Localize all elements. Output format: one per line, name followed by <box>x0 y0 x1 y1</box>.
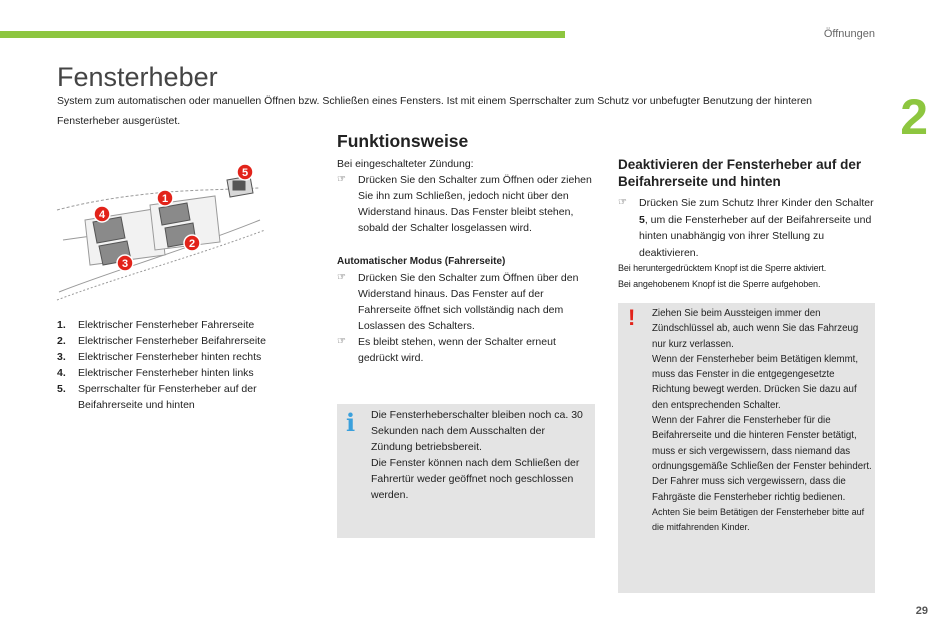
legend-item: 2. Elektrischer Fensterheber Beifahrerseite <box>57 335 266 347</box>
legend-item: 4. Elektrischer Fensterheber hinten links <box>57 367 254 379</box>
warning-text: Ziehen Sie beim Aussteigen immer den Zündschlüssel ab, auch wenn Sie das Fahrzeug nur kurz verlassen. Wenn der Fensterheber beim Betätigen klemmt, muss das Fenster in die entgegengesetzte Richtung bewegt werden. Drücken Sie dazu auf den entsprechenden Schalter. Wenn der Fahrer die Fensterheber für die Beifahrerseite und die hinteren Fenster betätigt, muss er sich vergewissern, dass niemand das ordnungsgemäße Schließen der Fenster behindert. Der Fahrer muss sich vergewissern, dass die Fahrgäste die Fensterheber richtig bedienen. Achten Sie beim Betätigen der Fensterheber bitte auf die mitfahrenden Kinder. <box>652 308 872 533</box>
section-label: Öffnungen <box>823 28 875 40</box>
funktionsweise-lead: Bei eingeschalteter Zündung: <box>337 158 474 170</box>
legend-item: 3. Elektrischer Fensterheber hinten rechts <box>57 351 262 363</box>
note-activated: Bei heruntergedrücktem Knopf ist die Sperre aktiviert. <box>618 263 827 273</box>
hand-pointer-icon: ☞ <box>618 197 627 208</box>
deaktivieren-body <box>618 195 876 292</box>
svg-text:1: 1 <box>161 193 169 205</box>
auto-mode-heading: Automatischer Modus (Fahrerseite) <box>337 256 506 267</box>
legend-item: 1. Elektrischer Fensterheber Fahrerseite <box>57 319 255 331</box>
warning-icon: ! <box>628 305 636 330</box>
svg-text:3: 3 <box>121 258 129 270</box>
funktionsweise-body <box>337 156 592 366</box>
deaktivieren-bullet: ☞ Drücken Sie zum Schutz Ihrer Kinder den Schalter 5, um die Fensterheber auf der Beifahrerseite und hinten unabhängig von ihrer Stellung zu deaktivieren. <box>618 197 874 259</box>
top-accent-bar <box>0 31 565 38</box>
manual-bullet: ☞ Drücken Sie den Schalter zum Öffnen oder ziehen Sie ihn zum Schließen, jedoch nicht über den Widerstand hinaus. Das Fenster bleibt stehen, sobald der Schalter losgelassen wird. <box>337 174 592 234</box>
intro-text: System zum automatischen oder manuellen Öffnen bzw. Schließen eines Fensters. Ist mit einem Sperrschalter zum Schutz vor unbefugter Benutzung der hinteren Fensterheber ausgerüstet. <box>57 95 813 127</box>
info-text: Die Fensterheberschalter bleiben noch ca. 30 Sekunden nach dem Ausschalten der Zündung betriebsbereit. Die Fenster können nach dem Schließen der Fahrertür weder geöffnet noch geschlossen werden. <box>371 409 583 501</box>
auto-bullet-1: ☞ Drücken Sie den Schalter zum Öffnen über den Widerstand hinaus. Das Fenster auf der Fahrerseite öffnet sich vollständig nach dem Loslassen des Schalters. <box>337 272 579 332</box>
auto-bullet-2: ☞ Es bleibt stehen, wenn der Schalter erneut gedrückt wird. <box>337 336 556 364</box>
chapter-number: 2 <box>900 89 928 145</box>
hand-pointer-icon: ☞ <box>337 174 346 185</box>
hand-pointer-icon: ☞ <box>337 336 346 347</box>
svg-text:5: 5 <box>241 167 249 179</box>
legend-item: 5. Sperrschalter für Fensterheber auf der Beifahrerseite und hinten <box>57 383 257 411</box>
svg-text:2: 2 <box>188 238 196 250</box>
info-icon: i <box>346 408 356 437</box>
figure-legend <box>57 317 287 413</box>
page-title: Fensterheber <box>57 62 218 92</box>
funktionsweise-heading: Funktionsweise <box>337 131 469 151</box>
deaktivieren-heading: Deaktivieren der Fensterheber auf der Beifahrerseite und hinten <box>618 157 862 189</box>
svg-text:4: 4 <box>98 209 106 221</box>
hand-pointer-icon: ☞ <box>337 272 346 283</box>
page-number: 29 <box>915 605 928 617</box>
note-deactivated: Bei angehobenem Knopf ist die Sperre aufgehoben. <box>618 278 821 289</box>
window-switch-illustration <box>55 160 275 310</box>
